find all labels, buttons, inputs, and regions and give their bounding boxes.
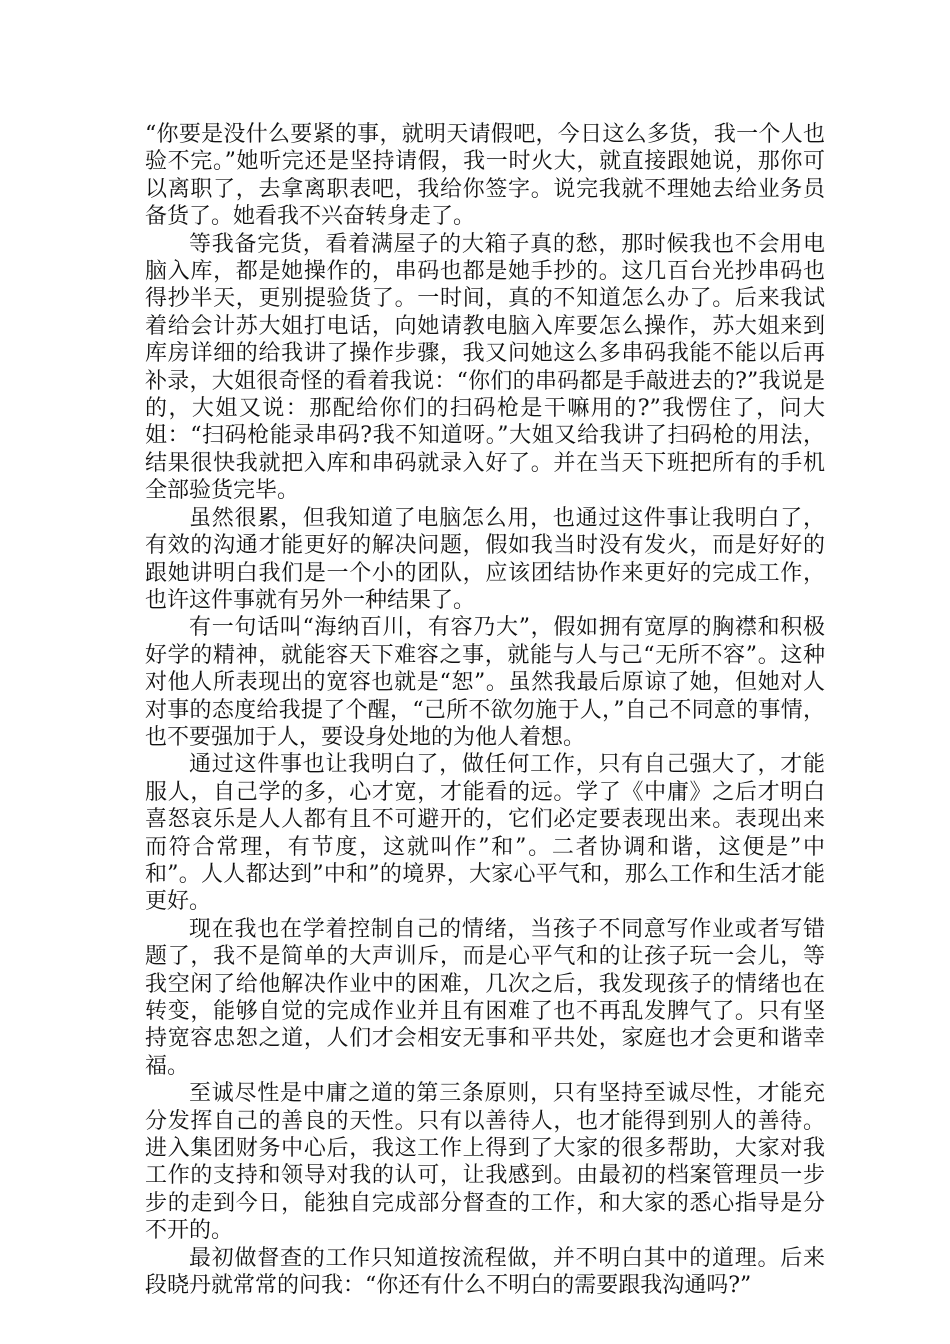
document-body bbox=[145, 121, 825, 1299]
paragraph-6: 现在我也在学着控制自己的情绪，当孩子不同意写作业或者写错题了，我不是简单的大声训斥，而是心平气和的让孩子玩一会儿，等我空闲了给他解决作业中的困难，几次之后，我发现孩子的情绪也在转变，能够自觉的完成作业并且有困难了也不再乱发脾气了。只有坚持宽容忠恕之道，人们才会相安无事和平共处，家庭也才会更和谐幸福。 bbox=[145, 916, 825, 1079]
paragraph-3: 虽然很累，但我知道了电脑怎么用，也通过这件事让我明白了，有效的沟通才能更好的解决问题，假如我当时没有发火，而是好好的跟她讲明白我们是一个小的团队，应该团结协作来更好的完成工作，也许这件事就有另外一种结果了。 bbox=[145, 505, 825, 613]
paragraph-5: 通过这件事也让我明白了，做任何工作，只有自己强大了，才能服人，自己学的多，心才宽，才能看的远。学了《中庸》之后才明白喜怒哀乐是人人都有且不可避开的，它们必定要表现出来。表现出来而符合常理，有节度，这就叫作”和”。二者协调和谐，这便是”中和”。人人都达到”中和”的境界，大家心平气和，那么工作和生活才能更好。 bbox=[145, 752, 825, 915]
paragraph-4: 有一句话叫“海纳百川，有容乃大”，假如拥有宽厚的胸襟和积极好学的精神，就能容天下难容之事，就能与人与己“无所不容”。这种对他人所表现出的宽容也就是“恕”。虽然我最后原谅了她，但她对人对事的态度给我提了个醒，“己所不欲勿施于人，”自己不同意的事情，也不要强加于人，要设身处地的为他人着想。 bbox=[145, 615, 825, 750]
paragraph-1: “你要是没什么要紧的事，就明天请假吧，今日这么多货，我一个人也验不完。”她听完还是坚持请假，我一时火大，就直接跟她说，那你可以离职了，去拿离职表吧，我给你签字。说完我就不理她去给业务员备货了。她看我不兴奋转身走了。 bbox=[145, 122, 825, 230]
paragraph-7: 至诚尽性是中庸之道的第三条原则，只有坚持至诚尽性，才能充分发挥自己的善良的天性。只有以善待人，也才能得到别人的善待。进入集团财务中心后，我这工作上得到了大家的很多帮助，大家对我工作的支持和领导对我的认可，让我感到。由最初的档案管理员一步步的走到今日，能独自完成部分督查的工作，和大家的悉心指导是分不开的。 bbox=[145, 1081, 825, 1244]
paragraph-2: 等我备完货，看着满屋子的大箱子真的愁，那时候我也不会用电脑入库，都是她操作的，串码也都是她手抄的。这几百台光抄串码也得抄半天，更别提验货了。一时间，真的不知道怎么办了。后来我试着给会计苏大姐打电话，向她请教电脑入库要怎么操作，苏大姐来到库房详细的给我讲了操作步骤，我又问她这么多串码我能不能以后再补录，大姐很奇怪的看着我说：“你们的串码都是手敲进去的?”我说是的，大姐又说：那配给你们的扫码枪是干嘛用的?”我愣住了，问大姐：“扫码枪能录串码?我不知道呀。”大姐又给我讲了扫码枪的用法，结果很快我就把入库和串码就录入好了。并在当天下班把所有的手机全部验货完毕。 bbox=[145, 231, 825, 504]
paragraph-8: 最初做督查的工作只知道按流程做，并不明白其中的道理。后来段晓丹就常常的问我：“你还有什么不明白的需要跟我沟通吗?” bbox=[145, 1245, 825, 1299]
